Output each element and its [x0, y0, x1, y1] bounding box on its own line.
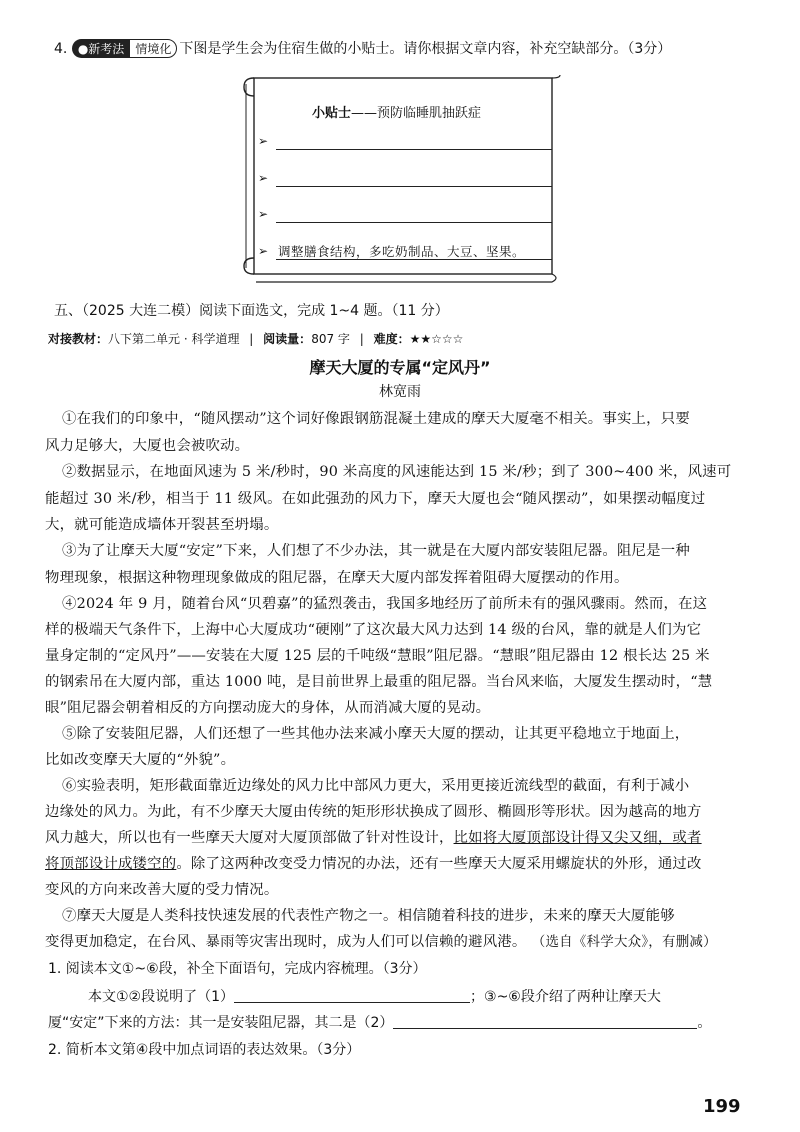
paragraph-line: ①在我们的印象中，“随风摆动”这个词好像跟钢筋混凝土建成的摩天大厦毫不相关。事实上，只要 — [62, 411, 690, 427]
paragraph-line: 变得更加稳定，在台风、暴雨等灾害出现时，成为人们可以信赖的避风港。 （选自《科学大众》，有删减） — [45, 934, 717, 950]
tip-blank-1[interactable] — [258, 134, 558, 150]
section-5-heading: 五、（2025 大连二模）阅读下面选文，完成 1~4 题。（11 分） — [54, 303, 449, 319]
paragraph-line: ⑦摩天大厦是人类科技快速发展的代表性产物之一。相信随着科技的进步，未来的摩天大厦能够 — [62, 908, 675, 924]
paragraph-line: 风力越大，所以也有一些摩天大厦对大厦顶部做了针对性设计，比如将大厦顶部设计得又尖又细，或者 — [45, 830, 702, 846]
paragraph-line: 能超过 30 米/秒，相当于 11 级风。在如此强劲的风力下，摩天大厦也会“随风摆动”，如果摆动幅度过 — [45, 491, 706, 507]
paragraph-line: 眼”阻尼器会朝着相反的方向摆动庞大的身体，从而消减大厦的晃动。 — [45, 700, 491, 716]
paragraph-line: ②数据显示，在地面风速为 5 米/秒时，90 米高度的风速能达到 15 米/秒；到了 300~400 米，风速可 — [62, 464, 732, 480]
underlined-text: 比如将大厦顶部设计得又尖又细，或者 — [453, 830, 702, 846]
context-tag: 情境化 — [129, 39, 177, 58]
paragraph-line: ⑤除了安装阻尼器，人们还想了一些其他办法来减小摩天大厦的摆动，让其更平稳地立于地面上， — [62, 726, 690, 742]
article-author: 林宽雨 — [379, 384, 421, 400]
paragraph-line: 将顶部设计成镂空的。除了这两种改变受力情况的办法，还有一些摩天大厦采用螺旋状的外形，通过改 — [45, 856, 702, 872]
paragraph-line: ⑥实验表明，矩形截面靠近边缘处的风力比中部风力更大，采用更接近流线型的截面，有利于减小 — [62, 778, 690, 794]
article-title: 摩天大厦的专属“定风丹” — [309, 358, 491, 377]
paragraph-line: 的钢索吊在大厦内部，重达 1000 吨，是目前世界上最重的阻尼器。当台风来临，大厦发生摆动时，“慧 — [45, 674, 713, 690]
tip-given-text: 调整膳食结构，多吃奶制品、大豆、坚果。 — [278, 244, 526, 259]
paragraph-line: 边缘处的风力。为此，有不少摩天大厦由传统的矩形形状换成了圆形、椭圆形等形状。因为越高的地方 — [45, 804, 702, 820]
question-4 — [54, 38, 671, 58]
paragraph-line: ④2024 年 9 月，随着台风“贝碧嘉”的猛烈袭击，我国多地经历了前所未有的强风骤雨。然而，在这 — [62, 596, 708, 612]
question-1-line-2: 厦“安定”下来的方法：其一是安装阻尼器，其二是（2） 。 — [48, 1015, 712, 1031]
question-1-line-1: 本文①②段说明了（1） ；③~⑥段介绍了两种让摩天大 — [88, 989, 661, 1005]
paragraph-line: ③为了让摩天大厦“安定”下来，人们想了不少办法，其一就是在大厦内部安装阻尼器。阻尼是一种 — [62, 543, 690, 559]
difficulty-stars: ★★☆☆☆ — [409, 332, 464, 346]
tip-label: 小贴士 — [312, 106, 352, 121]
answer-blank-2[interactable] — [393, 1014, 697, 1029]
arrow-icon: ➢ — [258, 134, 269, 148]
paragraph-line: 样的极端天气条件下，上海中心大厦成功“硬刚”了这次最大风力达到 14 级的台风，靠的就是人们为它 — [45, 622, 702, 638]
answer-blank-1[interactable] — [234, 988, 470, 1003]
page-number: 199 — [703, 1096, 741, 1117]
arrow-icon: ➢ — [258, 207, 269, 221]
paragraph-line: 风力足够大，大厦也会被吹动。 — [45, 438, 250, 454]
paragraph-line: 变风的方向来改善大厦的受力情况。 — [45, 882, 279, 898]
lightbulb-icon: ● — [77, 42, 89, 56]
section-5-meta: 对接教材：八下第二单元 · 科学道理 | 阅读量：807 字 | 难度：★★☆☆☆ — [48, 332, 464, 346]
arrow-icon: ➢ — [258, 171, 269, 185]
underlined-text: 将顶部设计成镂空的 — [45, 856, 177, 872]
paragraph-line: 大，就可能造成墙体开裂甚至坍塌。 — [45, 517, 279, 533]
question-number: 4. — [54, 41, 68, 57]
tip-blank-2[interactable] — [258, 171, 558, 187]
tip-blank-3[interactable] — [258, 207, 558, 223]
paragraph-line: 比如改变摩天大厦的“外貌”。 — [45, 752, 236, 768]
tip-heading — [312, 102, 481, 121]
new-method-tag: ●新考法 — [72, 39, 130, 58]
paragraph-line: 物理现象，根据这种物理现象做成的阻尼器，在摩天大厦内部发挥着阻碍大厦摆动的作用。 — [45, 570, 629, 586]
tip-title: ——预防临睡肌抽跃症 — [351, 106, 482, 121]
tip-given-item — [258, 244, 558, 260]
article-source: （选自《科学大众》，有删减） — [538, 934, 717, 950]
arrow-icon: ➢ — [258, 244, 269, 258]
question-1: 1. 阅读本文①~⑥段，补全下面语句，完成内容梳理。（3分） — [48, 961, 427, 977]
question-2: 2. 简析本文第④段中加点词语的表达效果。（3分） — [48, 1042, 361, 1058]
question-4-text: 下图是学生会为住宿生做的小贴士。请你根据文章内容，补充空缺部分。（3分） — [179, 41, 672, 57]
paragraph-line: 量身定制的“定风丹”——安装在大厦 125 层的千吨级“慧眼”阻尼器。“慧眼”阻尼器由 12 根长达 25 米 — [45, 648, 710, 664]
